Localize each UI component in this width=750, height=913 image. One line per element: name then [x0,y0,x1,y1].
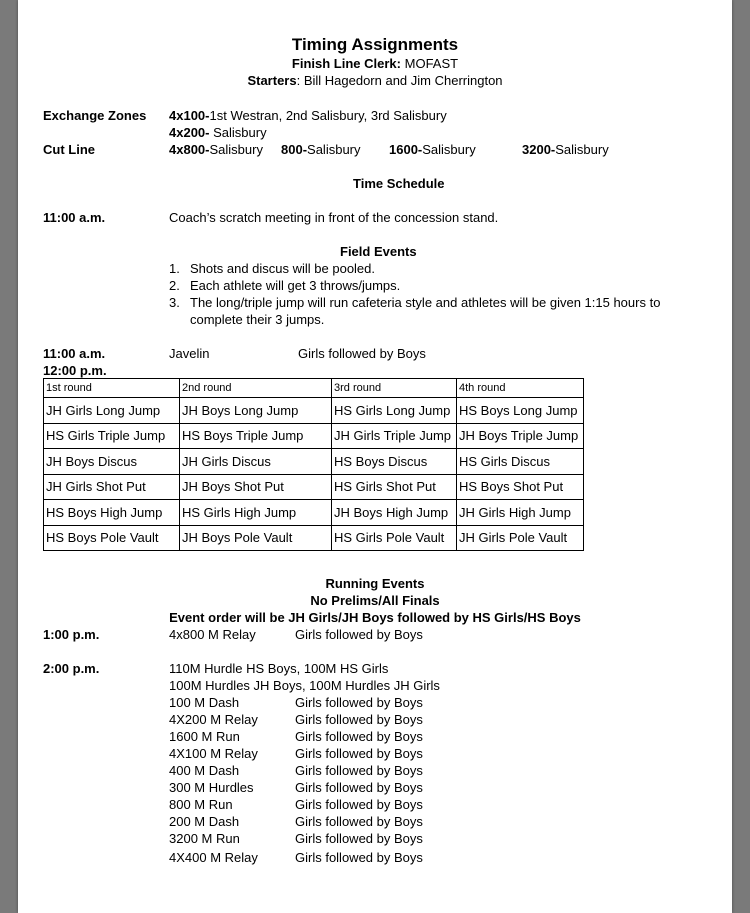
note-text: Each athlete will get 3 throws/jumps. [190,278,401,293]
cut-line-item [389,142,476,158]
table-cell: JH Girls Discus [180,449,332,475]
note-text: The long/triple jump will run cafeteria style and athletes will be given 1:15 hours to [190,295,661,310]
exchange-event: 4x200- [169,125,210,140]
running-event-order: Girls followed by Boys [295,780,423,795]
cut-line-event: 800- [281,142,308,157]
table-cell: JH Boys Discus [44,449,180,475]
table-row [44,500,584,526]
time-schedule-heading: Time Schedule [353,176,445,191]
note-number: 2. [169,278,180,293]
table-cell: HS Boys Shot Put [457,474,584,500]
running-event-name: 800 M Run [169,797,233,812]
note-text-continued: complete their 3 jumps. [190,312,325,327]
running-event-name: 4X100 M Relay [169,746,258,761]
relay-order: Girls followed by Boys [295,627,423,642]
javelin-time: 11:00 a.m. [43,346,106,361]
exchange-event: 4x100- [169,108,210,123]
note-text: Shots and discus will be pooled. [190,261,376,276]
javelin-order: Girls followed by Boys [298,346,426,361]
table-cell: JH Girls Shot Put [44,474,180,500]
running-event-order: Girls followed by Boys [295,712,423,727]
table-header-cell: 2nd round [180,379,332,398]
exchange-zone-line-1 [169,108,447,124]
note-number: 1. [169,261,180,276]
page-title: Timing Assignments [291,35,459,54]
running-event-name: 200 M Dash [169,814,240,829]
running-event-order: Girls followed by Boys [295,695,423,710]
table-cell: HS Girls Triple Jump [44,423,180,449]
relay-event: 4x800 M Relay [169,627,256,642]
table-cell: HS Boys Long Jump [457,398,584,424]
note-number: 3. [169,295,180,310]
table-cell: HS Girls Shot Put [332,474,457,500]
cut-line-value: Salisbury [555,142,609,157]
table-cell: HS Girls Long Jump [332,398,457,424]
starters-label: Starters [247,73,297,88]
table-header-row [44,379,584,398]
table-cell: JH Girls Long Jump [44,398,180,424]
running-event-name: 300 M Hurdles [169,780,254,795]
table-header-cell: 4th round [457,379,584,398]
exchange-zones-label: Exchange Zones [43,108,147,123]
main-time: 2:00 p.m. [43,661,100,676]
table-cell: HS Girls High Jump [180,500,332,526]
relay-time: 1:00 p.m. [43,627,100,642]
meeting-text: Coach’s scratch meeting in front of the concession stand. [169,210,499,225]
javelin-event: Javelin [169,346,210,361]
cut-line-item [281,142,361,158]
running-events-order-note: Event order will be JH Girls/JH Boys followed by HS Girls/HS Boys [169,610,581,625]
table-cell: HS Girls Discus [457,449,584,475]
table-cell: HS Boys Discus [332,449,457,475]
cut-line-value: Salisbury [422,142,476,157]
running-events-heading: Running Events [325,576,425,591]
cut-line-event: 4x800- [169,142,210,157]
second-time: 12:00 p.m. [43,363,107,378]
table-cell: HS Girls Pole Vault [332,525,457,551]
field-events-heading: Field Events [340,244,417,259]
table-header-cell: 3rd round [332,379,457,398]
cut-line-event: 1600- [389,142,423,157]
running-event-name: 4X200 M Relay [169,712,258,727]
table-row [44,449,584,475]
table-cell: JH Boys Triple Jump [457,423,584,449]
table-row [44,525,584,551]
hurdle-line-1: 110M Hurdle HS Boys, 100M HS Girls [169,661,389,676]
running-event-order: Girls followed by Boys [295,797,423,812]
cut-line-item [169,142,263,158]
table-cell: JH Girls High Jump [457,500,584,526]
running-event-order: Girls followed by Boys [295,850,423,865]
exchange-value: 1st Westran, 2nd Salisbury, 3rd Salisbury [209,108,447,123]
exchange-value: Salisbury [209,125,267,140]
exchange-zone-line-2 [169,125,267,141]
running-event-name: 400 M Dash [169,763,240,778]
finish-line-clerk [18,56,732,72]
cut-line-value: Salisbury [307,142,361,157]
table-cell: HS Boys Triple Jump [180,423,332,449]
table-header-cell: 1st round [44,379,180,398]
table-cell: JH Boys High Jump [332,500,457,526]
running-event-order: Girls followed by Boys [295,746,423,761]
cut-line-label: Cut Line [43,142,95,157]
table-cell: JH Girls Triple Jump [332,423,457,449]
cut-line-value: Salisbury [209,142,263,157]
starters-value: : Bill Hagedorn and Jim Cherrington [296,73,503,88]
table-cell: JH Boys Long Jump [180,398,332,424]
table-row [44,474,584,500]
running-event-name: 100 M Dash [169,695,240,710]
document-page [18,0,732,913]
cut-line-item [522,142,609,158]
table-cell: JH Boys Shot Put [180,474,332,500]
table-row [44,423,584,449]
running-event-order: Girls followed by Boys [295,814,423,829]
meeting-time: 11:00 a.m. [43,210,106,225]
running-event-name: 1600 M Run [169,729,240,744]
table-cell: HS Boys High Jump [44,500,180,526]
field-rounds-table [43,378,584,551]
table-cell: HS Boys Pole Vault [44,525,180,551]
running-event-order: Girls followed by Boys [295,763,423,778]
starters [18,73,732,89]
cut-line-event: 3200- [522,142,556,157]
table-cell: JH Boys Pole Vault [180,525,332,551]
running-event-order: Girls followed by Boys [295,831,423,846]
running-event-order: Girls followed by Boys [295,729,423,744]
running-event-name: 4X400 M Relay [169,850,258,865]
finish-line-value: MOFAST [404,56,459,71]
hurdle-line-2: 100M Hurdles JH Boys, 100M Hurdles JH Girls [169,678,440,693]
running-events-subheading: No Prelims/All Finals [310,593,440,608]
table-cell: JH Girls Pole Vault [457,525,584,551]
finish-line-label: Finish Line Clerk: [291,56,401,71]
running-event-name: 3200 M Run [169,831,240,846]
table-row [44,398,584,424]
